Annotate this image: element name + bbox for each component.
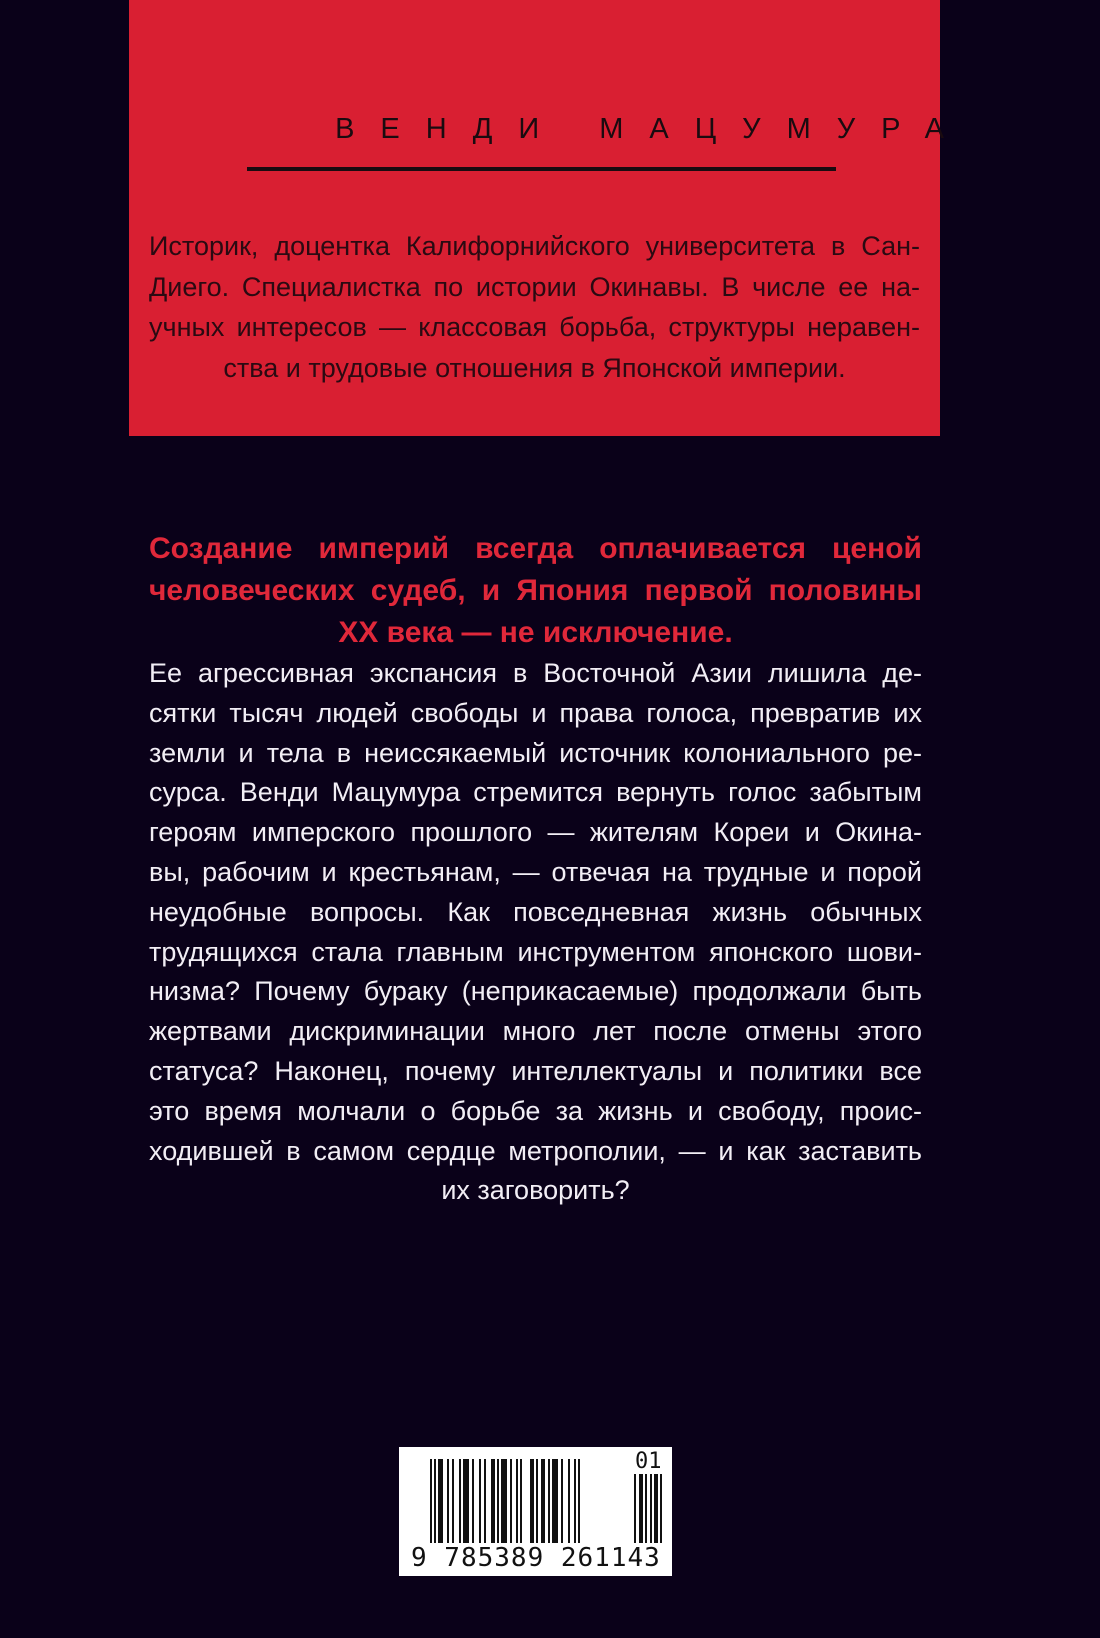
bio-line: учных интересов — классовая борьба, структуры неравен- [149, 312, 920, 342]
body-line: ходившей в самом сердце метрополии, — и как заставить [149, 1135, 922, 1166]
body-line: низма? Почему бураку (неприкасаемые) продолжали быть [149, 976, 922, 1007]
description-text [149, 654, 922, 1211]
body-line: трудящихся стала главным инструментом японского шови- [149, 936, 922, 967]
lead-line: Создание империй всегда оплачивается ценой [149, 532, 922, 565]
isbn-barcode [399, 1447, 672, 1576]
body-line: земли и тела в неиссякаемый источник колониального ре- [149, 737, 922, 768]
body-line: их заговорить? [441, 1175, 630, 1206]
author-panel [129, 0, 970, 436]
isbn-number: 9 785389 261143 [411, 1543, 661, 1573]
body-line: сурса. Венди Мацумура стремится вернуть голос забытым [149, 777, 922, 808]
lead-line: человеческих судеб, и Япония первой половины [149, 574, 922, 607]
bio-line: Историк, доцентка Калифорнийского университета в Сан- [149, 231, 920, 261]
body-line: неудобные вопросы. Как повседневная жизнь обычных [149, 896, 922, 927]
body-line: Ее агрессивная экспансия в Восточной Азии лишила де- [149, 658, 922, 688]
author-underline [247, 167, 836, 171]
author-bio [149, 226, 920, 388]
bio-line: Диего. Специалистка по истории Окинавы. В числе ее на- [149, 271, 920, 302]
lead-line: XX века — не исключение. [338, 616, 733, 649]
body-line: вы, рабочим и крестьянам, — отвечая на трудные и порой [149, 856, 922, 887]
body-line: жертвами дискриминации много лет после отмены этого [149, 1016, 922, 1047]
body-line: героям имперского прошлого — жителям Кореи и Окина- [149, 817, 922, 848]
body-line: сятки тысяч людей свободы и права голоса, превратив их [149, 697, 922, 728]
body-line: статуса? Наконец, почему интеллектуалы и политики все [149, 1055, 922, 1086]
lead-headline [149, 528, 922, 654]
bio-line: ства и трудовые отношения в Японской империи. [223, 352, 846, 383]
addon-code: 01 [635, 1449, 662, 1474]
author-name: ВЕНДИ МАЦУМУРА [335, 113, 970, 145]
body-line: это время молчали о борьбе за жизнь и свободу, проис- [149, 1095, 922, 1126]
